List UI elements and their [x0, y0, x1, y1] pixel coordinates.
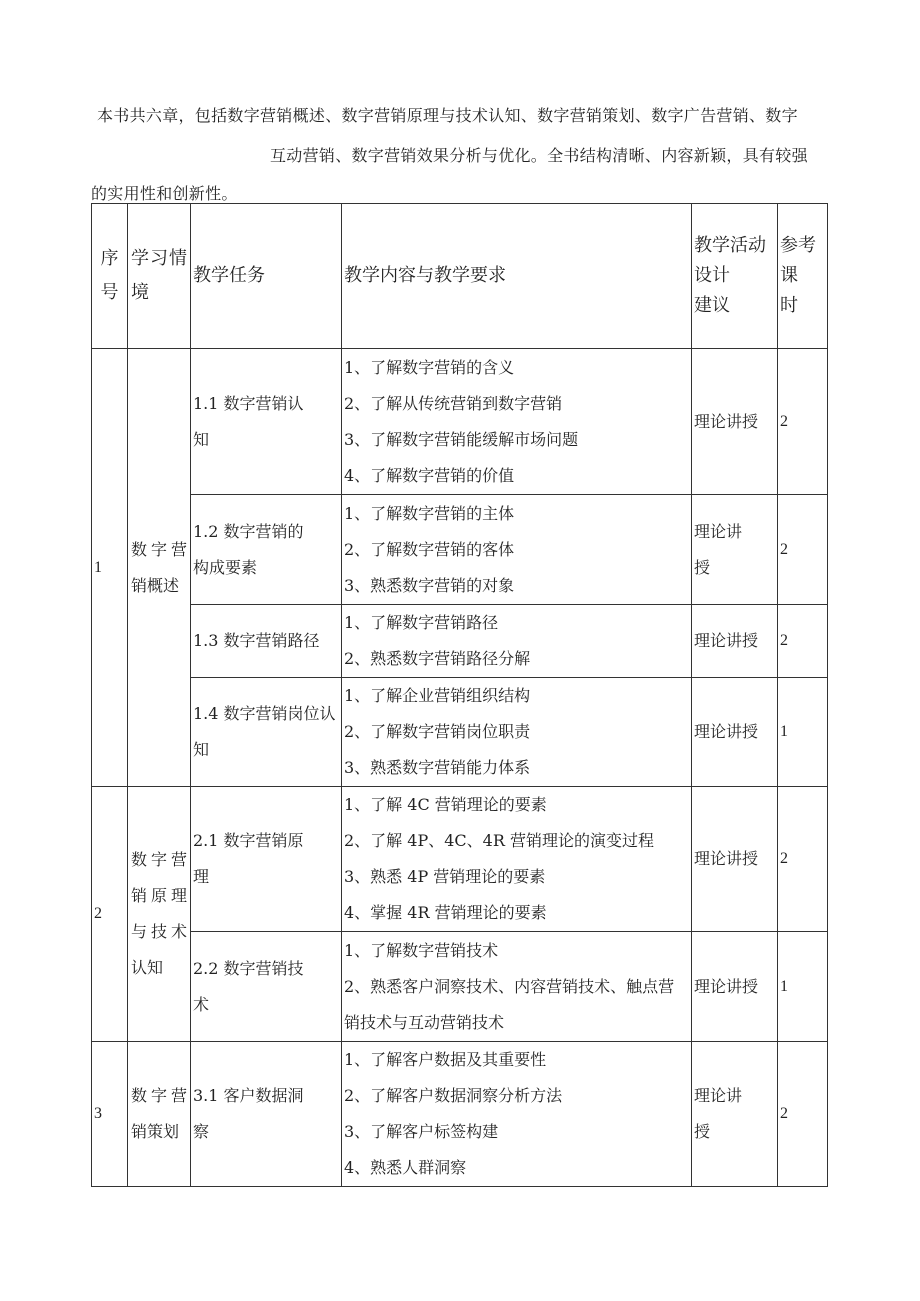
task-cell: 1.2 数字营销的 构成要素 — [191, 495, 342, 605]
header-seq: 序 号 — [92, 204, 128, 349]
activity-cell: 理论讲授 — [692, 787, 778, 932]
activity-cell: 理论讲 授 — [692, 495, 778, 605]
task-cell: 1.3 数字营销路径 — [191, 605, 342, 678]
activity-cell: 理论讲授 — [692, 605, 778, 678]
table-row — [92, 605, 828, 678]
content-cell: 1、了解数字营销技术 2、熟悉客户洞察技术、内容营销技术、触点营 销技术与互动营销技术 — [342, 932, 692, 1042]
header-situation: 学习情 境 — [128, 204, 191, 349]
chapter-seq: 2 — [92, 787, 128, 1042]
header-content: 教学内容与教学要求 — [342, 204, 692, 349]
hours-cell: 2 — [778, 1042, 828, 1187]
hours-cell: 1 — [778, 678, 828, 787]
activity-cell: 理论讲授 — [692, 678, 778, 787]
table-row — [92, 787, 828, 932]
header-hours: 参考 课 时 — [778, 204, 828, 349]
table-row — [92, 932, 828, 1042]
header-task: 教学任务 — [191, 204, 342, 349]
activity-cell: 理论讲授 — [692, 349, 778, 495]
content-cell: 1、了解数字营销路径 2、熟悉数字营销路径分解 — [342, 605, 692, 678]
task-cell: 2.2 数字营销技 术 — [191, 932, 342, 1042]
hours-cell: 2 — [778, 349, 828, 495]
table-header-row — [92, 204, 828, 349]
task-cell: 1.1 数字营销认 知 — [191, 349, 342, 495]
chapter-seq: 1 — [92, 349, 128, 787]
content-cell: 1、了解客户数据及其重要性 2、了解客户数据洞察分析方法 3、了解客户标签构建 4、熟悉人群洞察 — [342, 1042, 692, 1187]
content-cell: 1、了解数字营销的含义 2、了解从传统营销到数字营销 3、了解数字营销能缓解市场问题 4、了解数字营销的价值 — [342, 349, 692, 495]
header-activity: 教学活动 设计 建议 — [692, 204, 778, 349]
chapter-situation: 数字营 销概述 — [128, 349, 191, 787]
intro-line-2: 互动营销、数字营销效果分析与优化。全书结构清晰、内容新颖，具有较强 — [270, 146, 808, 165]
task-cell: 1.4 数字营销岗位认 知 — [191, 678, 342, 787]
chapter-situation: 数字营 销策划 — [128, 1042, 191, 1187]
content-cell: 1、了解 4C 营销理论的要素 2、了解 4P、4C、4R 营销理论的演变过程 3、熟悉 4P 营销理论的要素 4、掌握 4R 营销理论的要素 — [342, 787, 692, 932]
hours-cell: 2 — [778, 605, 828, 678]
table-row — [92, 495, 828, 605]
chapter-seq: 3 — [92, 1042, 128, 1187]
table-row — [92, 1042, 828, 1187]
task-cell: 2.1 数字营销原 理 — [191, 787, 342, 932]
content-cell: 1、了解企业营销组织结构 2、了解数字营销岗位职责 3、熟悉数字营销能力体系 — [342, 678, 692, 787]
intro-line-3: 的实用性和创新性。 — [91, 184, 238, 203]
hours-cell: 2 — [778, 495, 828, 605]
activity-cell: 理论讲授 — [692, 932, 778, 1042]
syllabus-table — [91, 203, 828, 1187]
hours-cell: 2 — [778, 787, 828, 932]
intro-line-1: 本书共六章，包括数字营销概述、数字营销原理与技术认知、数字营销策划、数字广告营销、数字 — [97, 106, 798, 125]
task-cell: 3.1 客户数据洞 察 — [191, 1042, 342, 1187]
activity-cell: 理论讲 授 — [692, 1042, 778, 1187]
table-row — [92, 349, 828, 495]
content-cell: 1、了解数字营销的主体 2、了解数字营销的客体 3、熟悉数字营销的对象 — [342, 495, 692, 605]
chapter-situation: 数字营 销原理 与技术 认知 — [128, 787, 191, 1042]
table-row — [92, 678, 828, 787]
hours-cell: 1 — [778, 932, 828, 1042]
